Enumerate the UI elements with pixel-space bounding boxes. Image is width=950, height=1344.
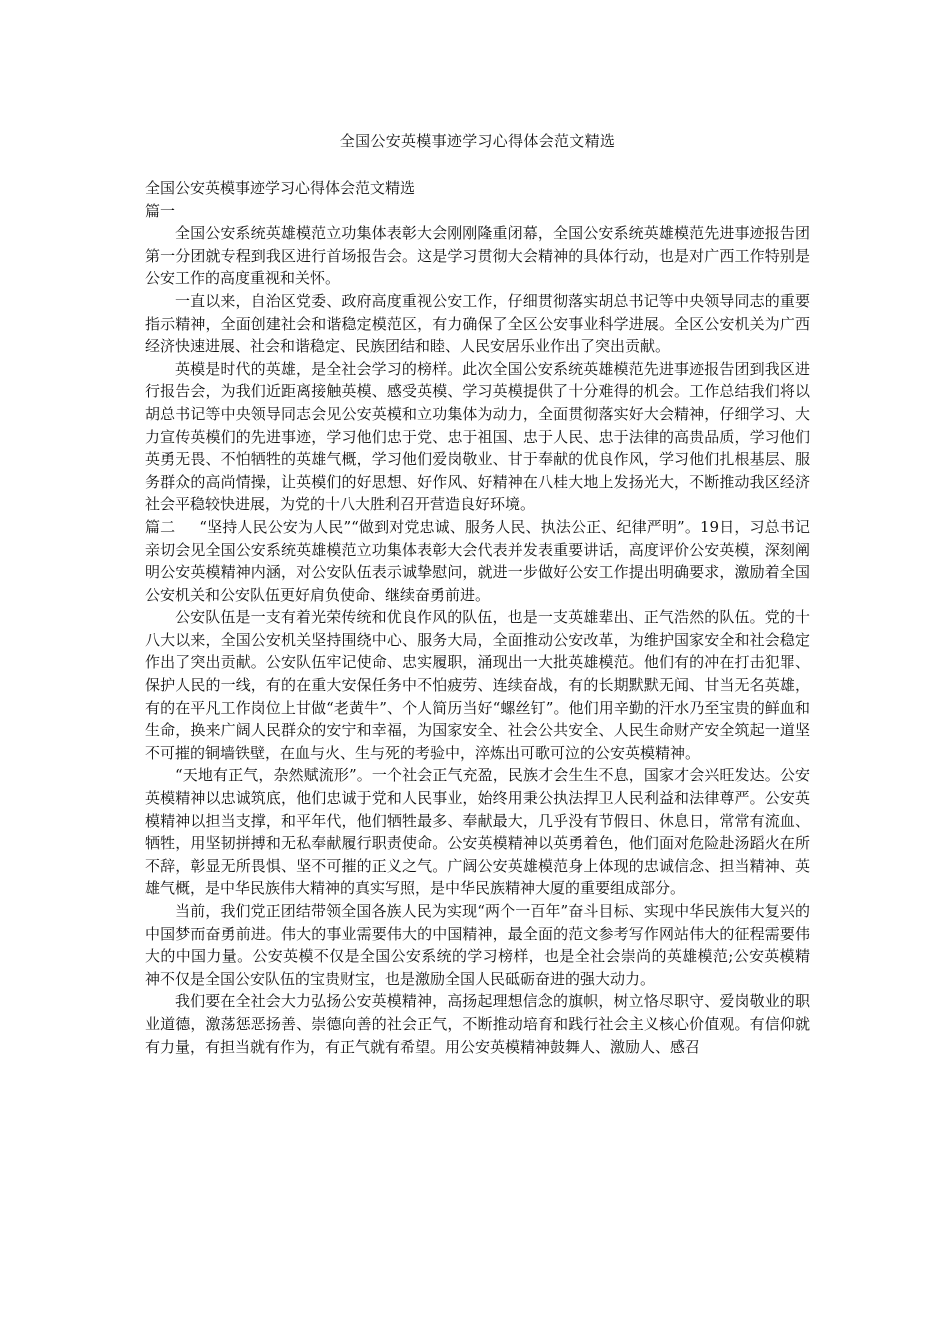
paragraph: “天地有正气，杂然赋流形”。一个社会正气充盈，民族才会生生不息，国家才会兴旺发达。公安英模精神以忠诚筑底，他们忠诚于党和人民事业，始终用秉公执法捍卫人民利益和法律尊严。公安英模精神以担当支撑，和平年代，他们牺牲最多、奉献最大，几乎没有节假日、休息日，常常有流血、牺牲，用坚韧拼搏和无私奉献履行职责使命。公安英模精神以英勇着色，他们面对危险赴汤蹈火在所不辞，彰显无所畏惧、坚不可摧的正义之气。广阔公安英雄模范身上体现的忠诚信念、担当精神、英雄气概，是中华民族伟大精神的真实写照，是中华民族精神大厦的重要组成部分。 bbox=[145, 766, 810, 898]
section-label-1: 篇一 bbox=[145, 201, 176, 220]
paragraph: 全国公安系统英雄模范立功集体表彰大会刚刚隆重闭幕，全国公安系统英雄模范先进事迹报告团第一分团就专程到我区进行首场报告会。这是学习贯彻大会精神的具体行动，也是对广西工作特别是公安工作的高度重视和关怀。 bbox=[145, 224, 810, 288]
document-subtitle: 全国公安英模事迹学习心得体会范文精选 bbox=[145, 179, 416, 197]
section-2-intro bbox=[145, 516, 810, 606]
paragraph: 一直以来，自治区党委、政府高度重视公安工作，仔细贯彻落实胡总书记等中央领导同志的重要指示精神，全面创建社会和谐稳定模范区，有力确保了全区公安事业科学进展。全区公安机关为广西经济快速进展、社会和谐稳定、民族团结和睦、人民安居乐业作出了突出贡献。 bbox=[145, 291, 810, 356]
document-body bbox=[145, 177, 810, 1058]
paragraph: 公安队伍是一支有着光荣传统和优良作风的队伍，也是一支英雄辈出、正气浩然的队伍。党的十八大以来，全国公安机关坚持围绕中心、服务大局，全面推动公安改革，为维护国家安全和社会稳定作出了突出贡献。公安队伍牢记使命、忠实履职，涌现出一大批英雄模范。他们有的冲在打击犯罪、保护人民的一线，有的在重大安保任务中不怕疲劳、连续奋战，有的长期默默无闻、甘当无名英雄，有的在平凡工作岗位上甘做“老黄牛”、个人简历当好“螺丝钉”。他们用辛勤的汗水乃至宝贵的鲜血和生命，换来广阔人民群众的安宁和幸福，为国家安全、社会公共安全、人民生命财产安全筑起一道坚不可摧的铜墙铁壁，在血与火、生与死的考验中，淬炼出可歌可泣的公安英模精神。 bbox=[145, 608, 810, 762]
paragraph: 英模是时代的英雄，是全社会学习的榜样。此次全国公安系统英雄模范先进事迹报告团到我区进行报告会，为我们近距离接触英模、感受英模、学习英模提供了十分难得的机会。工作总结我们将以胡总书记等中央领导同志会见公安英模和立功集体为动力，全面贯彻落实好大会精神，仔细学习、大力宣传英模们的先进事迹，学习他们忠于党、忠于祖国、忠于人民、忠于法律的高贵品质，学习他们英勇无畏、不怕牺牲的英雄气概，学习他们爱岗敬业、甘于奉献的优良作风，学习他们扎根基层、服务群众的高尚情操，让英模们的好思想、好作风、好精神在八桂大地上发扬光大，不断推动我区经济社会平稳较快进展，为党的十八大胜利召开营造良好环境。 bbox=[145, 359, 810, 514]
paragraph: 当前，我们党正团结带领全国各族人民为实现“两个一百年”奋斗目标、实现中华民族伟大复兴的中国梦而奋勇前进。伟大的事业需要伟大的中国精神，最全面的范文参考写作网站伟大的征程需要伟大的中国力量。公安英模不仅是全国公安系统的学习榜样，也是全社会崇尚的英雄模范;公安英模精神不仅是全国公安队伍的宝贵财宝，也是激励全国人民砥砺奋进的强大动力。 bbox=[145, 902, 810, 988]
document-title: 全国公安英模事迹学习心得体会范文精选 bbox=[339, 132, 616, 150]
paragraph: 我们要在全社会大力弘扬公安英模精神，高扬起理想信念的旗帜，树立恪尽职守、爱岗敬业的职业道德，激荡惩恶扬善、崇德向善的社会正气，不断推动培育和践行社会主义核心价值观。有信仰就有力量，有担当就有作为，有正气就有希望。用公安英模精神鼓舞人、激励人、感召 bbox=[145, 992, 810, 1056]
paragraph: “坚持人民公安为人民”“做到对党忠诚、服务人民、执法公正、纪律严明”。19日，习总书记亲切会见全国公安系统英雄模范立功集体表彰大会代表并发表重要讲话，高度评价公安英模，深刻阐明公安英模精神内涵，对公安队伍表示诚挚慰问，就进一步做好公安工作提出明确要求，激励着全国公安机关和公安队伍更好肩负使命、继续奋勇前进。 bbox=[145, 517, 810, 604]
section-label-2: 篇二 bbox=[145, 517, 176, 536]
